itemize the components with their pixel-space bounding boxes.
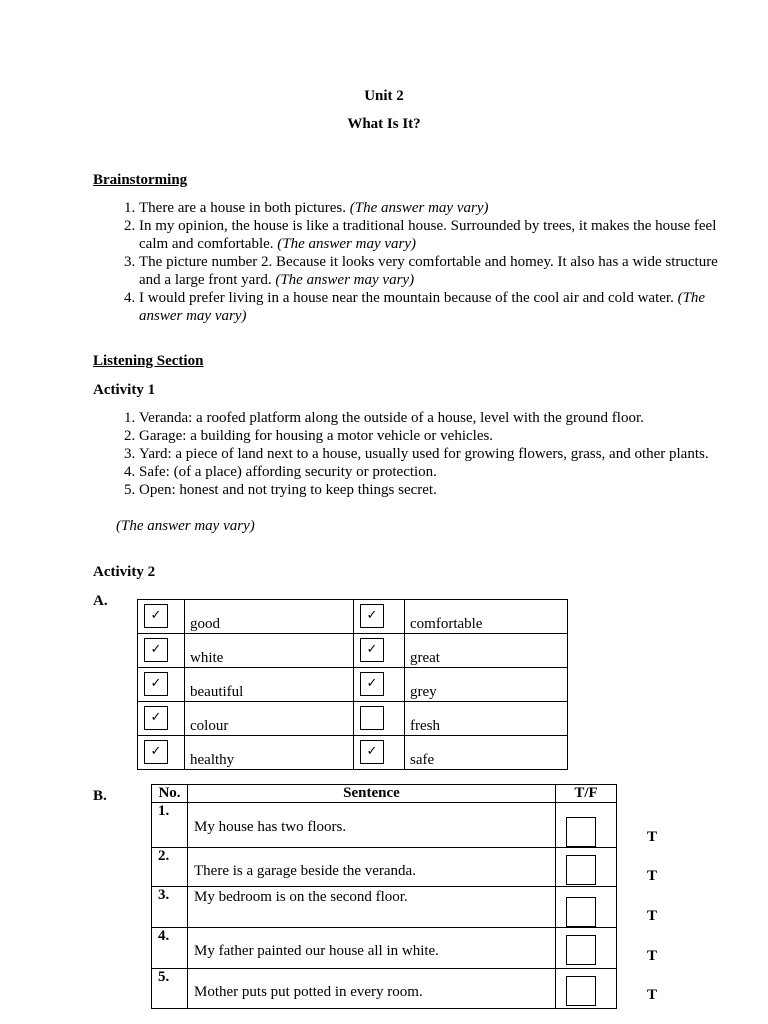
adjective-word: healthy: [190, 752, 235, 768]
tf-answer: T: [647, 987, 658, 1003]
part-a-label: A.: [93, 593, 108, 609]
tf-cell: [556, 803, 617, 848]
brainstorming-heading: Brainstorming: [93, 172, 188, 188]
checkbox-cell: [138, 634, 185, 668]
list-item: 5. Open: honest and not trying to keep things secret.: [139, 481, 739, 499]
adjective-word: fresh: [410, 718, 440, 734]
part-b-label: B.: [93, 788, 107, 804]
item-note: (The answer may vary): [275, 272, 415, 288]
word-cell: [405, 634, 568, 668]
true-false-table: [151, 784, 617, 1009]
page-title: What Is It?: [347, 116, 421, 132]
item-note: (The answer may vary): [139, 290, 706, 324]
adjective-checklist-table: [137, 599, 568, 770]
activity2-heading: Activity 2: [93, 564, 156, 580]
list-item: [139, 217, 739, 253]
tf-cell: [556, 887, 617, 928]
list-item: [139, 289, 739, 325]
checkbox-cell: [138, 668, 185, 702]
checkbox-cell: [354, 668, 405, 702]
sentence-text: There is a garage beside the veranda.: [194, 863, 416, 879]
list-item: 2. Garage: a building for housing a motor vehicle or vehicles.: [139, 427, 739, 445]
tf-answer-box[interactable]: [566, 976, 596, 1006]
listening-heading: Listening Section: [93, 353, 204, 369]
table-row: [152, 928, 617, 969]
tf-answer-box[interactable]: [566, 935, 596, 965]
checkbox-cell: [354, 600, 405, 634]
tf-cell: [556, 848, 617, 887]
row-number: 4.: [152, 928, 188, 969]
item-text: There are a house in both pictures.: [139, 200, 350, 216]
checkbox[interactable]: ✓: [360, 740, 384, 764]
table-row: [138, 634, 568, 668]
sentence-text: My bedroom is on the second floor.: [194, 889, 408, 905]
word-cell: [185, 702, 354, 736]
tf-answer: T: [647, 868, 658, 884]
activity1-note: (The answer may vary): [116, 518, 255, 534]
header-sentence: Sentence: [188, 785, 556, 803]
tf-answer-box[interactable]: [566, 897, 596, 927]
checkbox[interactable]: ✓: [360, 672, 384, 696]
table-row: [138, 702, 568, 736]
table-row: [138, 736, 568, 770]
checkbox[interactable]: ✓: [144, 706, 168, 730]
adjective-word: comfortable: [410, 616, 483, 632]
sentence-cell: [188, 887, 556, 928]
table-row: [152, 803, 617, 848]
checkbox-cell: [138, 736, 185, 770]
sentence-cell: [188, 928, 556, 969]
table-row: [152, 848, 617, 887]
word-cell: [405, 736, 568, 770]
tf-answer: T: [647, 829, 658, 845]
sentence-cell: [188, 803, 556, 848]
item-text: I would prefer living in a house near the mountain because of the cool air and cold water.: [139, 290, 678, 306]
tf-answer-box[interactable]: [566, 855, 596, 885]
item-text: In my opinion, the house is like a traditional house. Surrounded by trees, it makes the house feel calm and comfortable.: [139, 218, 717, 252]
item-note: (The answer may vary): [349, 200, 489, 216]
word-cell: [185, 600, 354, 634]
header-no: No.: [152, 785, 188, 803]
checkbox[interactable]: ✓: [144, 638, 168, 662]
row-number: 3.: [152, 887, 188, 928]
word-cell: [185, 668, 354, 702]
adjective-word: grey: [410, 684, 437, 700]
checkbox[interactable]: ✓: [360, 604, 384, 628]
checkbox[interactable]: ✓: [144, 672, 168, 696]
list-item: [139, 253, 739, 289]
row-number: 1.: [152, 803, 188, 848]
tf-cell: [556, 928, 617, 969]
activity1-list: [93, 409, 739, 499]
tf-answer: T: [647, 948, 658, 964]
table-row: [152, 969, 617, 1009]
unit-label: Unit 2: [364, 88, 404, 104]
item-note: (The answer may vary): [277, 236, 417, 252]
word-cell: [185, 634, 354, 668]
tf-answer: T: [647, 908, 658, 924]
adjective-word: great: [410, 650, 440, 666]
adjective-word: good: [190, 616, 220, 632]
header-tf: T/F: [556, 785, 617, 803]
list-item: 1. Veranda: a roofed platform along the outside of a house, level with the ground floor.: [139, 409, 739, 427]
sentence-text: Mother puts put potted in every room.: [194, 984, 423, 1000]
checkbox[interactable]: ✓: [360, 638, 384, 662]
adjective-word: white: [190, 650, 224, 666]
adjective-word: colour: [190, 718, 229, 734]
list-item: [139, 199, 739, 217]
tf-answer-box[interactable]: [566, 817, 596, 847]
activity1-heading: Activity 1: [93, 382, 156, 398]
row-number: 2.: [152, 848, 188, 887]
adjective-word: safe: [410, 752, 435, 768]
sentence-cell: [188, 969, 556, 1009]
word-cell: [405, 668, 568, 702]
list-item: 4. Safe: (of a place) affording security or protection.: [139, 463, 739, 481]
brainstorming-list: [93, 199, 739, 325]
tf-cell: [556, 969, 617, 1009]
list-item: 3. Yard: a piece of land next to a house, usually used for growing flowers, grass, and other plants.: [139, 445, 739, 463]
item-text: The picture number 2. Because it looks very comfortable and homey. It also has a wide structure and a large front yard.: [139, 254, 718, 288]
checkbox[interactable]: ✓: [144, 604, 168, 628]
checkbox-cell: [354, 736, 405, 770]
word-cell: [185, 736, 354, 770]
checkbox-cell: [354, 634, 405, 668]
word-cell: [405, 702, 568, 736]
sentence-text: My house has two floors.: [194, 819, 347, 835]
row-number: 5.: [152, 969, 188, 1009]
checkbox[interactable]: [360, 706, 384, 730]
checkbox-cell: [138, 702, 185, 736]
checkbox-cell: [354, 702, 405, 736]
checkbox[interactable]: ✓: [144, 740, 168, 764]
checkbox-cell: [138, 600, 185, 634]
sentence-text: My father painted our house all in white.: [194, 943, 439, 959]
adjective-word: beautiful: [190, 684, 244, 700]
table-row: [138, 600, 568, 634]
word-cell: [405, 600, 568, 634]
table-row: [138, 668, 568, 702]
table-row: [152, 887, 617, 928]
sentence-cell: [188, 848, 556, 887]
